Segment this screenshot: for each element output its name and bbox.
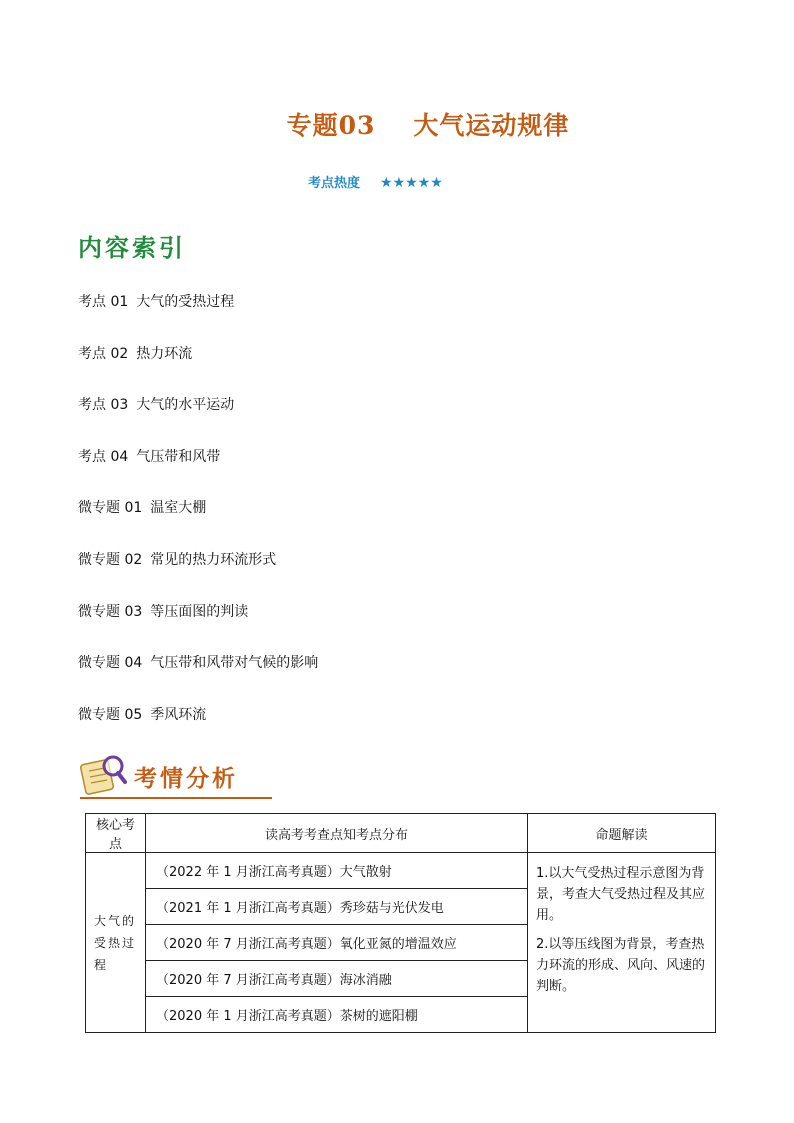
exam-analysis-table <box>85 813 716 1033</box>
exam-heat <box>308 172 443 191</box>
index-item[interactable] <box>78 551 318 603</box>
core-point-cell: 大气的受热过程 <box>86 853 146 1033</box>
index-item-prefix: 微专题 05 <box>78 706 143 723</box>
title-number: 03 <box>338 111 376 140</box>
index-item-prefix: 考点 03 <box>78 397 129 414</box>
index-item-prefix: 微专题 02 <box>78 551 143 568</box>
question-cell: （2020 年 1 月浙江高考真题）茶树的遮阳棚 <box>146 997 528 1033</box>
index-item-prefix: 考点 02 <box>78 345 129 362</box>
index-item-label: 等压面图的判读 <box>150 603 249 620</box>
heat-label: 考点热度 <box>308 176 361 191</box>
index-item[interactable] <box>78 706 318 758</box>
index-item[interactable] <box>78 293 318 345</box>
index-item-label: 大气的水平运动 <box>136 397 235 414</box>
index-item[interactable] <box>78 499 318 551</box>
index-item[interactable] <box>78 603 318 655</box>
index-item-label: 气压带和风带对气候的影响 <box>150 655 319 672</box>
index-item-label: 气压带和风带 <box>136 448 221 465</box>
index-item[interactable] <box>78 345 318 397</box>
column-header: 命题解读 <box>528 814 716 853</box>
table-header-row <box>86 814 716 853</box>
index-item[interactable] <box>78 396 318 448</box>
heat-stars: ★★★★★ <box>380 175 443 191</box>
index-item-label: 季风环流 <box>150 706 207 723</box>
heading-underline <box>80 797 272 799</box>
analysis-section-header <box>80 752 272 800</box>
index-item-label: 大气的受热过程 <box>136 294 235 310</box>
index-item-prefix: 考点 01 <box>78 294 129 310</box>
analysis-heading: 考情分析 <box>134 766 238 792</box>
question-cell: （2021 年 1 月浙江高考真题）秀珍菇与光伏发电 <box>146 889 528 925</box>
index-item-prefix: 考点 04 <box>78 448 129 465</box>
index-item-label: 温室大棚 <box>150 500 207 517</box>
question-cell: （2020 年 7 月浙江高考真题）海冰消融 <box>146 961 528 997</box>
index-item-prefix: 微专题 01 <box>78 500 143 517</box>
title-prefix: 专题 <box>286 111 339 140</box>
interpretation-cell <box>528 853 716 1033</box>
interpretation-item: 2.以等压线图为背景，考查热力环流的形成、风向、风速的判断。 <box>536 937 706 994</box>
question-cell: （2020 年 7 月浙江高考真题）氧化亚氮的增温效应 <box>146 925 528 961</box>
page-title <box>0 106 794 142</box>
index-item-label: 热力环流 <box>136 345 193 362</box>
column-header: 读高考考查点知考点分布 <box>146 814 528 853</box>
index-item-prefix: 微专题 03 <box>78 603 143 620</box>
question-cell: （2022 年 1 月浙江高考真题）大气散射 <box>146 853 528 889</box>
index-item-prefix: 微专题 04 <box>78 655 143 672</box>
index-item-label: 常见的热力环流形式 <box>150 551 277 568</box>
column-header: 核心考点 <box>86 814 146 853</box>
notebook-magnifier-icon <box>80 752 128 796</box>
index-heading: 内容索引 <box>78 234 186 262</box>
content-index-list <box>78 293 318 757</box>
title-main: 大气运动规律 <box>413 111 570 140</box>
interpretation-item: 1.以大气受热过程示意图为背景，考查大气受热过程及其应用。 <box>536 866 706 923</box>
index-item[interactable] <box>78 448 318 500</box>
table-row <box>86 853 716 889</box>
index-item[interactable] <box>78 654 318 706</box>
